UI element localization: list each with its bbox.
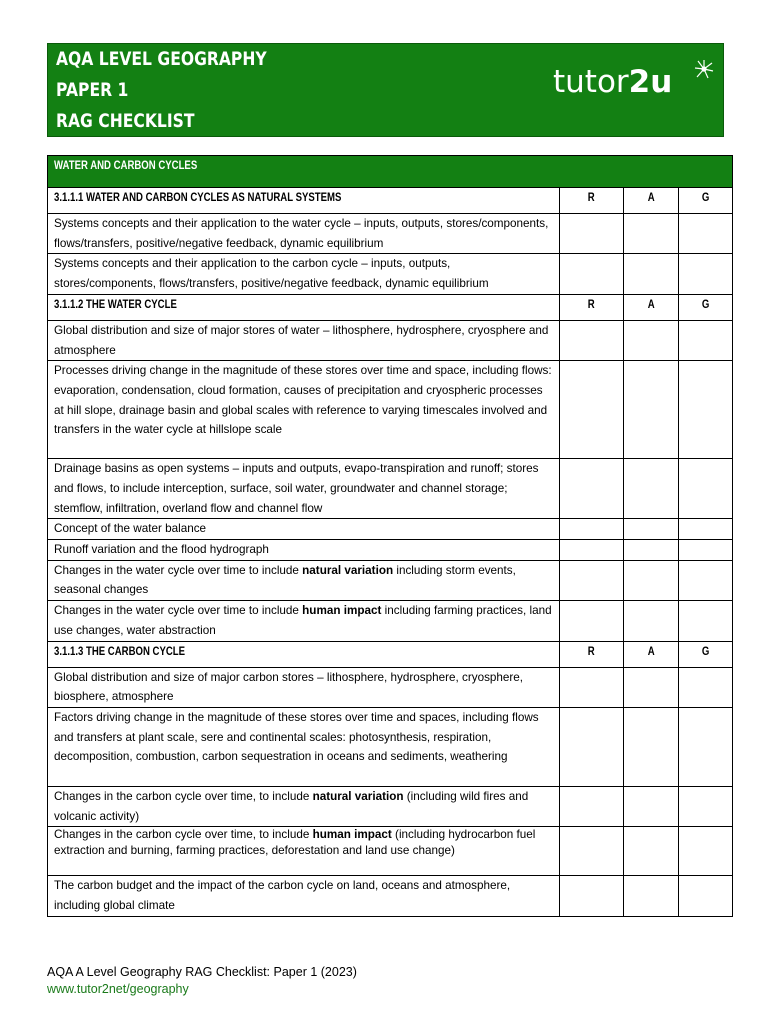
rag-cell-r[interactable] — [560, 601, 624, 641]
rag-cell-r[interactable] — [560, 786, 624, 826]
emphasis-text: human impact — [312, 828, 392, 842]
emphasis-text: natural variation — [312, 789, 404, 803]
section-title: 3.1.1.2 THE WATER CYCLE — [48, 294, 560, 320]
header-title-line: PAPER 1 — [56, 79, 129, 101]
rag-cell-g[interactable] — [679, 519, 733, 540]
topic-row — [48, 156, 733, 188]
checklist-row — [48, 540, 733, 561]
rag-cell-a[interactable] — [624, 320, 679, 360]
rag-header-g: G — [679, 641, 733, 667]
checklist-item-text: Changes in the carbon cycle over time, to include human impact (including hydrocarbon fuel extraction and burning, farming practices, deforestation and land use change) — [48, 827, 560, 876]
checklist-item-text: Systems concepts and their application to the water cycle – inputs, outputs, stores/components, flows/transfers, positive/negative feedback, dynamic equilibrium — [48, 214, 560, 254]
rag-cell-r[interactable] — [560, 667, 624, 707]
rag-header-r: R — [560, 641, 624, 667]
checklist-item-text: The carbon budget and the impact of the carbon cycle on land, oceans and atmosphere, including global climate — [48, 876, 560, 916]
checklist-row — [48, 707, 733, 786]
checklist-row — [48, 519, 733, 540]
rag-cell-r[interactable] — [560, 214, 624, 254]
rag-cell-r[interactable] — [560, 361, 624, 459]
checklist-row — [48, 827, 733, 876]
checklist-row — [48, 560, 733, 600]
checklist-row — [48, 786, 733, 826]
rag-cell-g[interactable] — [679, 601, 733, 641]
rag-cell-a[interactable] — [624, 876, 679, 916]
rag-cell-r[interactable] — [560, 707, 624, 786]
rag-cell-a[interactable] — [624, 707, 679, 786]
rag-cell-g[interactable] — [679, 560, 733, 600]
rag-cell-r[interactable] — [560, 320, 624, 360]
checklist-row — [48, 876, 733, 916]
checklist-item-text: Processes driving change in the magnitude of these stores over time and space, including flows: evaporation, condensation, cloud formation, causes of precipitation and cryospheric processes at hill slope, drainage basin and global scales with reference to varying timescales involved and transfers in the water cycle at hillslope scale — [48, 361, 560, 459]
section-title: 3.1.1.3 THE CARBON CYCLE — [48, 641, 560, 667]
checklist-row — [48, 361, 733, 459]
rag-cell-r[interactable] — [560, 254, 624, 294]
rag-cell-r[interactable] — [560, 827, 624, 876]
header-banner — [47, 43, 724, 137]
rag-cell-g[interactable] — [679, 876, 733, 916]
section-header-row — [48, 641, 733, 667]
dandelion-icon — [693, 58, 715, 80]
rag-cell-g[interactable] — [679, 320, 733, 360]
rag-cell-a[interactable] — [624, 827, 679, 876]
rag-cell-a[interactable] — [624, 361, 679, 459]
rag-cell-g[interactable] — [679, 214, 733, 254]
header-title-line: RAG CHECKLIST — [56, 110, 195, 132]
section-title: 3.1.1.1 WATER AND CARBON CYCLES AS NATURAL SYSTEMS — [48, 188, 560, 214]
logo-text: tutor — [553, 64, 629, 100]
header-title-line: AQA LEVEL GEOGRAPHY — [56, 48, 267, 70]
checklist-item-text: Changes in the water cycle over time to include natural variation including storm events, seasonal changes — [48, 560, 560, 600]
checklist-row — [48, 459, 733, 519]
footer-title: AQA A Level Geography RAG Checklist: Paper 1 (2023) — [47, 965, 357, 979]
checklist-item-text: Systems concepts and their application to the carbon cycle – inputs, outputs, stores/components, flows/transfers, positive/negative feedback, dynamic equilibrium — [48, 254, 560, 294]
checklist-row — [48, 601, 733, 641]
rag-header-g: G — [679, 188, 733, 214]
checklist-item-text: Factors driving change in the magnitude of these stores over time and spaces, including flows and transfers at plant scale, sere and continental scales: photosynthesis, respiration, decomposition, combustion, carbon sequestration in oceans and sediments, weathering — [48, 707, 560, 786]
checklist-item-text: Changes in the carbon cycle over time, to include natural variation (including wild fires and volcanic activity) — [48, 786, 560, 826]
rag-cell-r[interactable] — [560, 519, 624, 540]
rag-cell-r[interactable] — [560, 876, 624, 916]
footer-link[interactable]: www.tutor2net/geography — [47, 982, 189, 996]
rag-header-g: G — [679, 294, 733, 320]
section-header-row — [48, 294, 733, 320]
rag-cell-a[interactable] — [624, 560, 679, 600]
rag-cell-g[interactable] — [679, 667, 733, 707]
rag-checklist-table — [47, 155, 733, 917]
rag-cell-g[interactable] — [679, 254, 733, 294]
checklist-item-text: Global distribution and size of major stores of water – lithosphere, hydrosphere, cryosphere and atmosphere — [48, 320, 560, 360]
tutor2u-logo — [553, 64, 723, 108]
rag-cell-g[interactable] — [679, 361, 733, 459]
footer — [47, 964, 357, 998]
rag-header-a: A — [624, 294, 679, 320]
logo-text-bold: 2u — [628, 64, 673, 100]
emphasis-text: natural variation — [302, 563, 394, 577]
rag-cell-a[interactable] — [624, 667, 679, 707]
checklist-item-text: Drainage basins as open systems – inputs and outputs, evapo-transpiration and runoff; stores and flows, to include interception, surface, soil water, groundwater and channel storage; stemflow, infiltration, overland flow and channel flow — [48, 459, 560, 519]
rag-cell-a[interactable] — [624, 601, 679, 641]
checklist-item-text: Global distribution and size of major carbon stores – lithosphere, hydrosphere, cryosphere, biosphere, atmosphere — [48, 667, 560, 707]
rag-cell-a[interactable] — [624, 214, 679, 254]
topic-title: WATER AND CARBON CYCLES — [48, 156, 733, 188]
checklist-item-text: Changes in the water cycle over time to include human impact including farming practices, land use changes, water abstraction — [48, 601, 560, 641]
checklist-item-text: Runoff variation and the flood hydrograph — [48, 540, 560, 561]
rag-header-a: A — [624, 188, 679, 214]
rag-cell-g[interactable] — [679, 540, 733, 561]
rag-cell-g[interactable] — [679, 459, 733, 519]
rag-cell-g[interactable] — [679, 707, 733, 786]
rag-cell-a[interactable] — [624, 519, 679, 540]
rag-header-r: R — [560, 188, 624, 214]
checklist-row — [48, 320, 733, 360]
checklist-row — [48, 254, 733, 294]
rag-header-r: R — [560, 294, 624, 320]
rag-cell-g[interactable] — [679, 786, 733, 826]
section-header-row — [48, 188, 733, 214]
rag-cell-r[interactable] — [560, 560, 624, 600]
rag-cell-a[interactable] — [624, 254, 679, 294]
rag-cell-g[interactable] — [679, 827, 733, 876]
emphasis-text: human impact — [302, 604, 382, 618]
rag-cell-r[interactable] — [560, 540, 624, 561]
rag-cell-a[interactable] — [624, 540, 679, 561]
checklist-item-text: Concept of the water balance — [48, 519, 560, 540]
rag-cell-a[interactable] — [624, 786, 679, 826]
checklist-row — [48, 667, 733, 707]
rag-cell-a[interactable] — [624, 459, 679, 519]
rag-header-a: A — [624, 641, 679, 667]
checklist-row — [48, 214, 733, 254]
rag-cell-r[interactable] — [560, 459, 624, 519]
